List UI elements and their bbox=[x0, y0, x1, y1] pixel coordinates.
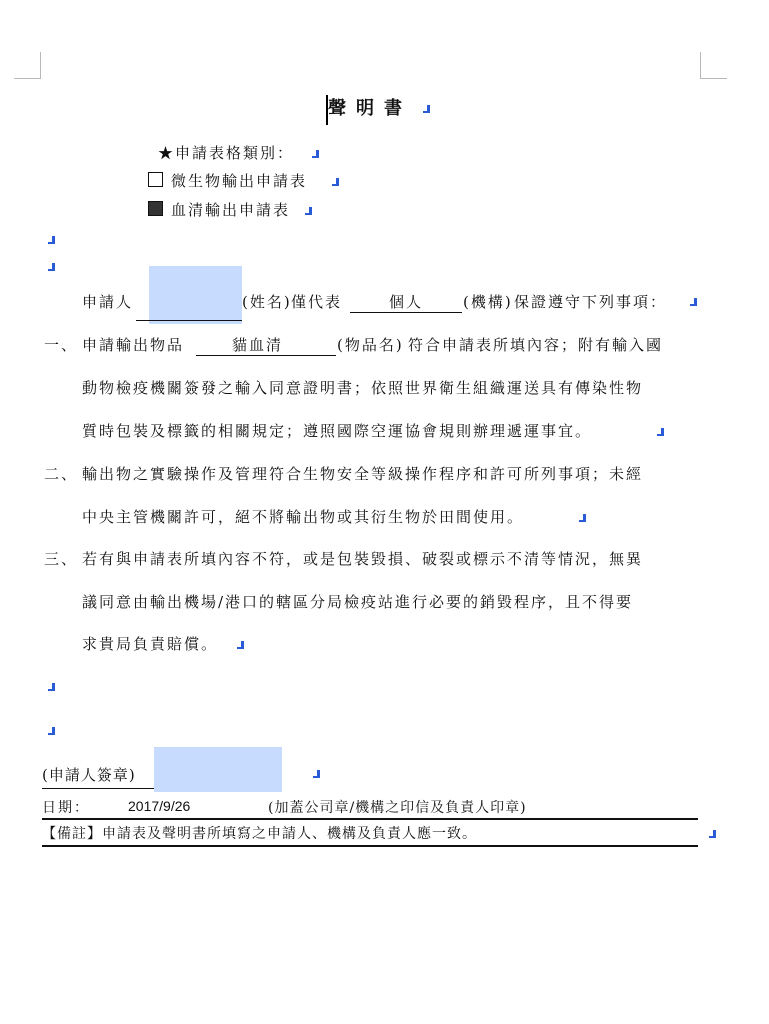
item2-label: 二、 bbox=[44, 465, 79, 483]
org-hint: (機構) bbox=[463, 293, 513, 311]
item1-value[interactable]: 貓血清 bbox=[232, 336, 284, 354]
document-title: 聲明書 bbox=[328, 98, 412, 119]
remark-text: 【備註】申請表及聲明書所填寫之申請人、機構及負責人應一致。 bbox=[42, 826, 477, 842]
page-corner-top-right bbox=[700, 52, 727, 79]
item2-text-2: 中央主管機關許可，絕不將輸出物或其衍生物於田間使用。 bbox=[82, 508, 525, 526]
item2-text-1: 輸出物之實驗操作及管理符合生物安全等級操作程序和許可所列事項；未經 bbox=[82, 465, 644, 483]
option-serum[interactable] bbox=[148, 199, 290, 220]
item1-prefix: 申請輸出物品 bbox=[82, 336, 185, 354]
checkbox-microbe[interactable] bbox=[148, 172, 163, 187]
item1-text-3: 質時包裝及標籤的相關規定；遵照國際空運協會規則辦理遞運事宜。 bbox=[82, 422, 593, 440]
item3-text-2: 議同意由輸出機場/港口的轄區分局檢疫站進行必要的銷毀程序，且不得要 bbox=[82, 593, 634, 611]
option-microbe[interactable] bbox=[148, 170, 307, 191]
applicant-prefix: 申請人 bbox=[82, 293, 134, 311]
represent-text: 僅代表 bbox=[291, 293, 343, 311]
option-serum-label: 血清輸出申請表 bbox=[171, 201, 291, 219]
date-row-rule bbox=[42, 818, 698, 820]
item3-label: 三、 bbox=[44, 550, 79, 568]
represent-underline bbox=[350, 312, 462, 313]
signature-underline bbox=[42, 788, 154, 789]
option-microbe-label: 微生物輸出申請表 bbox=[171, 172, 308, 190]
category-label: ★申請表格類別： bbox=[158, 144, 295, 162]
item3-text-3: 求貴局負責賠償。 bbox=[82, 635, 219, 653]
date-value[interactable]: 2017/9/26 bbox=[128, 798, 191, 814]
page-corner-top-left bbox=[14, 52, 41, 79]
represent-value[interactable]: 個人 bbox=[389, 293, 424, 311]
signature-label: (申請人簽章) bbox=[42, 766, 136, 784]
applicant-name-underline bbox=[136, 320, 242, 321]
checkbox-serum[interactable] bbox=[148, 201, 163, 216]
item1-text-2: 動物檢疫機關簽發之輸入同意證明書；依照世界衛生組織運送具有傳染性物 bbox=[82, 379, 644, 397]
item1-label: 一、 bbox=[44, 336, 79, 354]
item3-text-1: 若有與申請表所填內容不符，或是包裝毀損、破裂或標示不清等情況，無異 bbox=[82, 550, 644, 568]
date-label: 日期： bbox=[42, 800, 90, 816]
item1-hint: (物品名) bbox=[337, 336, 404, 354]
applicant-name-field[interactable] bbox=[149, 266, 242, 324]
item1-text-1: 符合申請表所填內容；附有輸入國 bbox=[408, 336, 664, 354]
item1-underline bbox=[196, 355, 336, 356]
remark-row-rule bbox=[42, 845, 698, 847]
seal-label: (加蓋公司章/機構之印信及負責人印章) bbox=[268, 800, 527, 816]
signature-field[interactable] bbox=[154, 747, 282, 792]
name-hint: (姓名) bbox=[242, 293, 292, 311]
guarantee-text: 保證遵守下列事項： bbox=[514, 293, 668, 311]
